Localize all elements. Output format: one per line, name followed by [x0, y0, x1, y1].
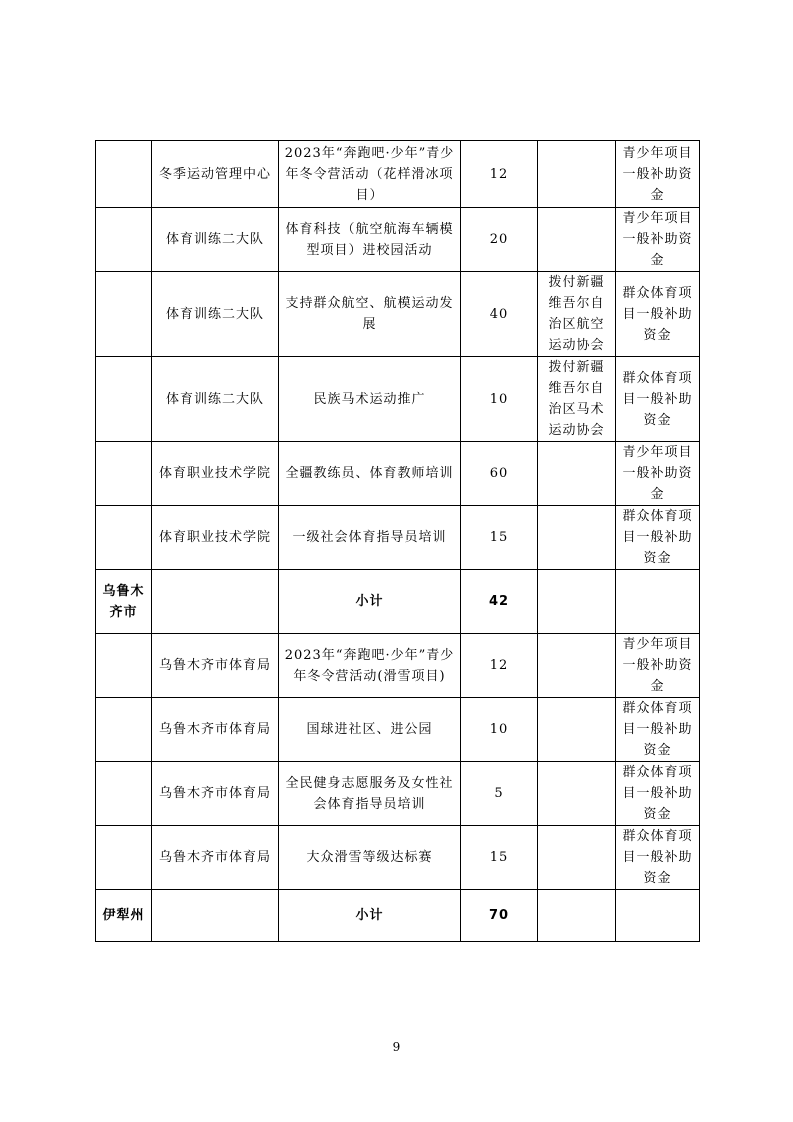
project-cell: 全疆教练员、体育教师培训: [279, 442, 461, 506]
department-cell: 乌鲁木齐市体育局: [152, 634, 279, 698]
funding-type-cell: 群众体育项目一般补助资金: [616, 272, 700, 357]
project-cell: 支持群众航空、航模运动发展: [279, 272, 461, 357]
region-cell: [96, 442, 152, 506]
department-cell: 乌鲁木齐市体育局: [152, 762, 279, 826]
project-cell: 民族马术运动推广: [279, 357, 461, 442]
amount-cell: 15: [461, 506, 538, 570]
table-row: [96, 826, 700, 890]
project-cell: 体育科技（航空航海车辆模型项目）进校园活动: [279, 208, 461, 272]
region-cell: [96, 698, 152, 762]
recipient-cell: 拨付新疆维吾尔自治区航空运动协会: [538, 272, 616, 357]
project-cell: 一级社会体育指导员培训: [279, 506, 461, 570]
recipient-cell: [538, 442, 616, 506]
recipient-cell: [538, 208, 616, 272]
table-row: [96, 698, 700, 762]
table-row: [96, 634, 700, 698]
amount-cell: 20: [461, 208, 538, 272]
table-row: [96, 506, 700, 570]
recipient-cell: [538, 570, 616, 634]
region-cell: [96, 141, 152, 208]
funding-type-cell: 青少年项目一般补助资金: [616, 208, 700, 272]
region-cell: [96, 634, 152, 698]
recipient-cell: [538, 506, 616, 570]
table-row: [96, 762, 700, 826]
amount-cell: 60: [461, 442, 538, 506]
region-cell: [96, 506, 152, 570]
recipient-cell: [538, 762, 616, 826]
funding-type-cell: 青少年项目一般补助资金: [616, 141, 700, 208]
table-row: [96, 357, 700, 442]
table-row: [96, 141, 700, 208]
amount-cell: 10: [461, 698, 538, 762]
recipient-cell: [538, 890, 616, 942]
project-cell: 国球进社区、进公园: [279, 698, 461, 762]
project-cell: 大众滑雪等级达标赛: [279, 826, 461, 890]
recipient-cell: [538, 634, 616, 698]
department-cell: 体育职业技术学院: [152, 506, 279, 570]
region-cell: 乌鲁木齐市: [96, 570, 152, 634]
subtotal-label: 小计: [279, 570, 461, 634]
department-cell: 冬季运动管理中心: [152, 141, 279, 208]
region-cell: 伊犁州: [96, 890, 152, 942]
subtotal-label: 小计: [279, 890, 461, 942]
department-cell: [152, 570, 279, 634]
department-cell: 体育训练二大队: [152, 208, 279, 272]
funding-type-cell: 群众体育项目一般补助资金: [616, 357, 700, 442]
project-cell: 2023年“奔跑吧·少年”青少年冬令营活动(滑雪项目): [279, 634, 461, 698]
subtotal-row: [96, 570, 700, 634]
amount-cell: 5: [461, 762, 538, 826]
funding-type-cell: 青少年项目一般补助资金: [616, 634, 700, 698]
amount-cell: 10: [461, 357, 538, 442]
amount-cell: 12: [461, 141, 538, 208]
region-cell: [96, 357, 152, 442]
amount-cell: 40: [461, 272, 538, 357]
recipient-cell: 拨付新疆维吾尔自治区马术运动协会: [538, 357, 616, 442]
amount-cell: 12: [461, 634, 538, 698]
subtotal-amount: 42: [461, 570, 538, 634]
department-cell: [152, 890, 279, 942]
table-row: [96, 272, 700, 357]
department-cell: 乌鲁木齐市体育局: [152, 826, 279, 890]
funding-type-cell: [616, 570, 700, 634]
department-cell: 乌鲁木齐市体育局: [152, 698, 279, 762]
funding-type-cell: 群众体育项目一般补助资金: [616, 698, 700, 762]
funding-type-cell: 群众体育项目一般补助资金: [616, 762, 700, 826]
department-cell: 体育训练二大队: [152, 357, 279, 442]
allocation-table: [95, 140, 700, 942]
project-cell: 2023年“奔跑吧·少年”青少年冬令营活动（花样滑冰项目）: [279, 141, 461, 208]
recipient-cell: [538, 826, 616, 890]
recipient-cell: [538, 698, 616, 762]
region-cell: [96, 208, 152, 272]
subtotal-amount: 70: [461, 890, 538, 942]
department-cell: 体育职业技术学院: [152, 442, 279, 506]
funding-type-cell: [616, 890, 700, 942]
funding-type-cell: 群众体育项目一般补助资金: [616, 506, 700, 570]
funding-type-cell: 青少年项目一般补助资金: [616, 442, 700, 506]
recipient-cell: [538, 141, 616, 208]
department-cell: 体育训练二大队: [152, 272, 279, 357]
table-row: [96, 442, 700, 506]
project-cell: 全民健身志愿服务及女性社会体育指导员培训: [279, 762, 461, 826]
page-number: 9: [392, 1040, 401, 1054]
region-cell: [96, 272, 152, 357]
region-cell: [96, 762, 152, 826]
table-row: [96, 208, 700, 272]
region-cell: [96, 826, 152, 890]
funding-type-cell: 群众体育项目一般补助资金: [616, 826, 700, 890]
amount-cell: 15: [461, 826, 538, 890]
subtotal-row: [96, 890, 700, 942]
